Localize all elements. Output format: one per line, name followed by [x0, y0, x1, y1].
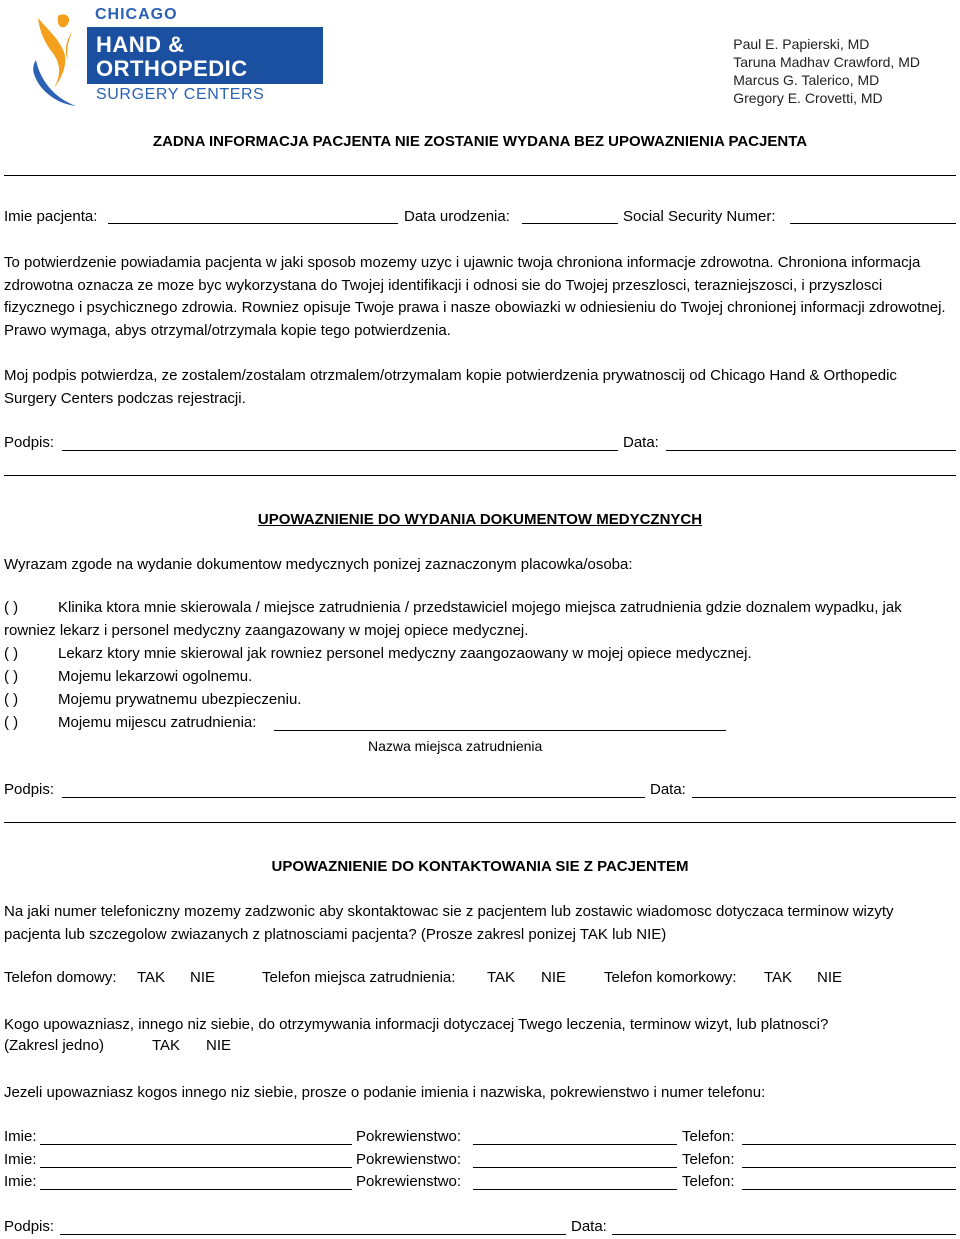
section3-title: UPOWAZNIENIE DO KONTAKTOWANIA SIE Z PACJENTEM [271, 858, 689, 875]
person-name-label: Imie: [4, 1128, 37, 1145]
person-relation-label: Pokrewienstwo: [356, 1128, 462, 1145]
ssn-label: Social Security Numer: [623, 208, 776, 225]
doctor-name: Taruna Madhav Crawford, MD [733, 54, 920, 70]
mobile-phone-no[interactable]: NIE [817, 969, 843, 986]
release-option-label: Klinika ktora mnie skierowala / miejsce zatrudnienia / przedstawiciel mojego miejsca zatrudnienia gdzie doznalem wypadku, jak [58, 599, 902, 616]
home-phone-label: Telefon domowy: [4, 969, 117, 986]
work-phone-yes[interactable]: TAK [487, 969, 516, 986]
person-phone-field[interactable] [742, 1167, 956, 1168]
person-relation-field[interactable] [473, 1167, 677, 1168]
release-option-label: Mojemu prywatnemu ubezpieczeniu. [58, 691, 302, 708]
date-field[interactable] [612, 1234, 956, 1235]
divider [4, 175, 956, 176]
contact-intro-text: Na jaki numer telefoniczny mozemy zadzwonic aby skontaktowac sie z pacjentem lub zostawic wiadomosc dotyczaca terminow wizyty pacjenta lub szczegolow zwiazanych z platnosciami pacjenta? (Prosze zakresl ponizej TAK lub NIE) [4, 903, 894, 943]
checkbox-mark[interactable]: ( ) [4, 691, 19, 708]
doctor-list [733, 35, 920, 107]
date-label: Data: [650, 781, 686, 798]
release-option[interactable] [4, 599, 902, 616]
person-relation-label: Pokrewienstwo: [356, 1151, 462, 1168]
circle-one-label: (Zakresl jedno) [4, 1037, 105, 1054]
logo-hand-text: HAND & [96, 32, 185, 57]
authorize-yes[interactable]: TAK [152, 1037, 181, 1054]
privacy-intro-text: To potwierdzenie powiadamia pacjenta w jaki sposob mozemy uzyc i ujawnic twoja chroniona informacje zdrowotna. Chroniona informacja zdrowotna oznacza ze moze byc wykorzystana do Twojej identifikacji i odnosi sie do Twojej przeszlosci, terazniejszosci, i przyszlosci fizycznego i psychicznego zdrowia. Rowniez opisuje Twoje prawa i nasze obowiazki w odniesieniu do Twojej chronionej informacji zdrowotnej. Prawo wymaga, abys otrzymal/otrzymala kopie tego potwierdzenia. [4, 254, 946, 339]
person-phone-label: Telefon: [682, 1128, 735, 1145]
release-option[interactable] [4, 714, 256, 731]
home-phone-no[interactable]: NIE [190, 969, 216, 986]
person-name-label: Imie: [4, 1173, 37, 1190]
checkbox-mark[interactable]: ( ) [4, 599, 19, 616]
patient-name-field[interactable] [108, 223, 398, 224]
date-field[interactable] [666, 450, 956, 451]
checkbox-mark[interactable]: ( ) [4, 645, 19, 662]
release-option-continuation: rowniez lekarz i personel medyczny zaangazowany w mojej opiece medycznej. [4, 622, 529, 639]
person-relation-field[interactable] [473, 1189, 677, 1190]
divider [4, 822, 956, 823]
employer-caption: Nazwa miejsca zatrudnienia [368, 738, 543, 754]
person-name-field[interactable] [40, 1144, 352, 1145]
dob-field[interactable] [522, 223, 618, 224]
logo-surgery-centers-text: SURGERY CENTERS [96, 86, 265, 103]
home-phone-yes[interactable]: TAK [137, 969, 166, 986]
doctor-name: Marcus G. Talerico, MD [733, 72, 880, 88]
release-option-label: Mojemu lekarzowi ogolnemu. [58, 668, 253, 685]
checkbox-mark[interactable]: ( ) [4, 714, 19, 731]
release-option[interactable] [4, 645, 752, 662]
release-option[interactable] [4, 691, 301, 708]
logo-chicago-text: CHICAGO [95, 6, 178, 23]
ssn-field[interactable] [790, 223, 956, 224]
date-label: Data: [623, 434, 659, 451]
signature-field[interactable] [60, 1234, 566, 1235]
date-label: Data: [571, 1218, 607, 1235]
signature-label: Podpis: [4, 1218, 55, 1235]
checkbox-mark[interactable]: ( ) [4, 668, 19, 685]
work-phone-no[interactable]: NIE [541, 969, 567, 986]
person-phone-field[interactable] [742, 1144, 956, 1145]
person-relation-field[interactable] [473, 1144, 677, 1145]
person-name-field[interactable] [40, 1189, 352, 1190]
mobile-phone-yes[interactable]: TAK [764, 969, 793, 986]
acknowledgement-text: Moj podpis potwierdza, ze zostalem/zostalam otrzmalem/otrzymalam kopie potwierdzenia prywatnoscij od Chicago Hand & Orthopedic Surgery Centers podczas rejestracji. [4, 367, 897, 407]
release-option-label: Lekarz ktory mnie skierowal jak rowniez personel medyczny zaangozaowany w mojej opiece medycznej. [58, 645, 752, 662]
persons-intro-text: Jezeli upowazniasz kogos innego niz siebie, prosze o podanie imienia i nazwiska, pokrewienstwo i numer telefonu: [4, 1084, 766, 1101]
logo-figure-icon [28, 8, 90, 108]
person-name-label: Imie: [4, 1151, 37, 1168]
mobile-phone-label: Telefon komorkowy: [604, 969, 737, 986]
person-phone-field[interactable] [742, 1189, 956, 1190]
section1-title: ZADNA INFORMACJA PACJENTA NIE ZOSTANIE WYDANA BEZ UPOWAZNIENIA PACJENTA [152, 133, 808, 150]
signature-label: Podpis: [4, 781, 55, 798]
divider [4, 475, 956, 476]
date-field[interactable] [692, 797, 956, 798]
logo-orthopedic-text: ORTHOPEDIC [96, 56, 248, 81]
signature-label: Podpis: [4, 434, 55, 451]
person-phone-label: Telefon: [682, 1173, 735, 1190]
signature-field[interactable] [62, 797, 645, 798]
doctor-name: Paul E. Papierski, MD [733, 36, 870, 52]
release-intro-text: Wyrazam zgode na wydanie dokumentow medycznych ponizej zaznaczonym placowka/osoba: [4, 556, 633, 573]
patient-name-label: Imie pacjenta: [4, 208, 98, 225]
section2-title: UPOWAZNIENIE DO WYDANIA DOKUMENTOW MEDYCZNYCH [257, 511, 703, 528]
employer-name-field[interactable] [274, 730, 726, 731]
person-relation-label: Pokrewienstwo: [356, 1173, 462, 1190]
release-option-label: Mojemu mijescu zatrudnienia: [58, 714, 257, 731]
authorize-question-text: Kogo upowazniasz, innego niz siebie, do otrzymywania informacji dotyczacej Twego leczenia, terminow wizyt, lub platnosci? [4, 1016, 829, 1033]
work-phone-label: Telefon miejsca zatrudnienia: [262, 969, 456, 986]
release-option[interactable] [4, 668, 252, 685]
authorize-no[interactable]: NIE [206, 1037, 232, 1054]
doctor-name: Gregory E. Crovetti, MD [733, 90, 883, 106]
person-phone-label: Telefon: [682, 1151, 735, 1168]
person-name-field[interactable] [40, 1167, 352, 1168]
signature-field[interactable] [62, 450, 618, 451]
dob-label: Data urodzenia: [404, 208, 510, 225]
